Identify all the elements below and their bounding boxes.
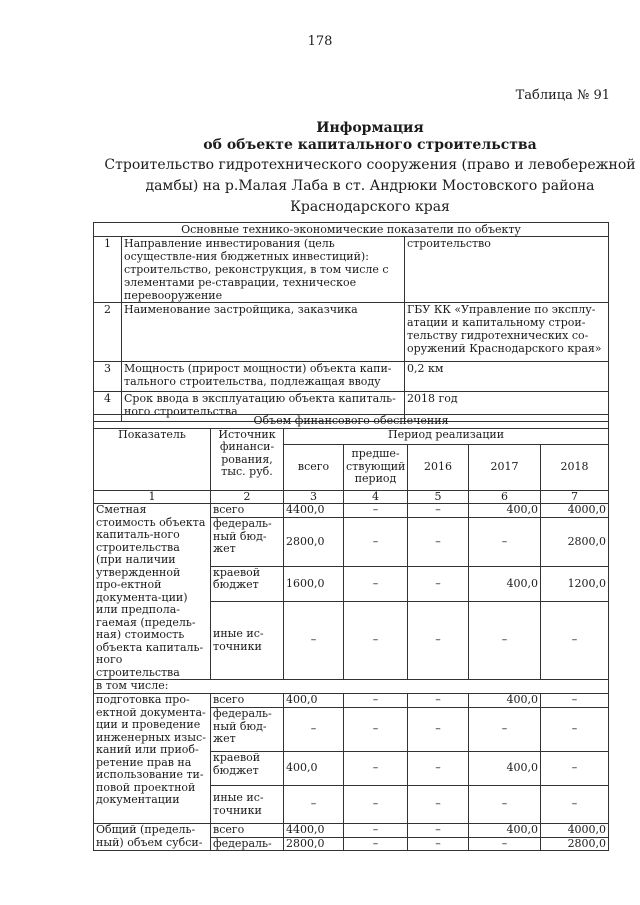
indicator-label: Направление инвестирования (цель осуществле-ния бюджетных инвестиций): строительство, реконструкция, в том числе с элементами ре-ставрации, техническое перевооружение <box>122 237 405 303</box>
prev-cell: – <box>344 566 408 602</box>
y2016-cell: – <box>408 824 469 838</box>
indicator-value: ГБУ КК «Управление по эксплу-атации и капитальному строи-тельству гидротехнических со-оружений Краснодарского края» <box>405 303 609 362</box>
y2018-cell: – <box>541 602 609 680</box>
column-number: 1 <box>94 490 211 504</box>
y2017-cell: 400,0 <box>469 566 541 602</box>
y2016-cell: – <box>408 708 469 752</box>
total-cell: 4400,0 <box>284 824 344 838</box>
total-cell: 1600,0 <box>284 566 344 602</box>
y2018-cell: – <box>541 708 609 752</box>
page-number: 178 <box>307 34 333 49</box>
y2016-cell: – <box>408 566 469 602</box>
y2016-cell: – <box>408 504 469 518</box>
y2017-cell: 400,0 <box>469 752 541 786</box>
y2018-cell: – <box>541 752 609 786</box>
source-cell: иные ис-точники <box>211 786 284 824</box>
column-number: 3 <box>284 490 344 504</box>
col-2018-header: 2018 <box>541 444 609 490</box>
source-cell: иные ис-точники <box>211 602 284 680</box>
source-cell: краевой бюджет <box>211 752 284 786</box>
row-number: 3 <box>94 362 122 392</box>
source-cell: краевой бюджет <box>211 566 284 602</box>
col-total-header: всего <box>284 444 344 490</box>
source-cell: всего <box>211 504 284 518</box>
column-number: 5 <box>408 490 469 504</box>
y2016-cell: – <box>408 837 469 851</box>
indicator-value: 0,2 км <box>405 362 609 392</box>
title-line-2: об объекте капитального строительства <box>203 137 537 153</box>
y2017-cell: 400,0 <box>469 694 541 708</box>
y2017-cell: 400,0 <box>469 504 541 518</box>
indicator-value: строительство <box>405 237 609 303</box>
including-label: в том числе: <box>94 680 609 694</box>
table-row <box>94 824 609 838</box>
y2018-cell: 1200,0 <box>541 566 609 602</box>
total-cell: – <box>284 708 344 752</box>
col-period-header: Период реализации <box>284 428 609 444</box>
block3-label: Общий (предель-ный) объем субси- <box>94 824 211 851</box>
col-2016-header: 2016 <box>408 444 469 490</box>
indicator-value: 2018 год <box>405 392 609 422</box>
prev-cell: – <box>344 708 408 752</box>
y2018-cell: 4000,0 <box>541 824 609 838</box>
y2018-cell: – <box>541 694 609 708</box>
source-cell: всего <box>211 694 284 708</box>
y2017-cell: – <box>469 837 541 851</box>
prev-cell: – <box>344 602 408 680</box>
subtitle-line-3: Краснодарского края <box>290 199 450 215</box>
prev-cell: – <box>344 824 408 838</box>
indicator-label: Мощность (прирост мощности) объекта капи-тального строительства, подлежащая вводу <box>122 362 405 392</box>
prev-cell: – <box>344 786 408 824</box>
col-indicator-header: Показатель <box>94 428 211 490</box>
source-cell: всего <box>211 824 284 838</box>
row-number: 4 <box>94 392 122 422</box>
table-number: Таблица № 91 <box>515 88 610 103</box>
total-cell: – <box>284 786 344 824</box>
y2017-cell: – <box>469 786 541 824</box>
indicator-label: Наименование застройщика, заказчика <box>122 303 405 362</box>
subtitle-line-2: дамбы) на р.Малая Лаба в ст. Андрюки Мостовского района <box>145 178 595 194</box>
y2017-cell: – <box>469 602 541 680</box>
y2016-cell: – <box>408 694 469 708</box>
column-number: 7 <box>541 490 609 504</box>
y2017-cell: 400,0 <box>469 824 541 838</box>
prev-cell: – <box>344 694 408 708</box>
indicators-table <box>93 222 609 422</box>
y2016-cell: – <box>408 602 469 680</box>
column-numbers-row <box>94 490 609 504</box>
prev-cell: – <box>344 752 408 786</box>
prev-cell: – <box>344 518 408 566</box>
y2018-cell: 2800,0 <box>541 518 609 566</box>
block2-label: подготовка про-ектной документа-ции и проведение инженерных изыс-каний или приоб-ретение прав на использование ти-повой проектной документации <box>94 694 211 824</box>
y2018-cell: – <box>541 786 609 824</box>
total-cell: 2800,0 <box>284 837 344 851</box>
column-number: 6 <box>469 490 541 504</box>
total-cell: 400,0 <box>284 694 344 708</box>
column-number: 2 <box>211 490 284 504</box>
row-number: 2 <box>94 303 122 362</box>
total-cell: 400,0 <box>284 752 344 786</box>
col-source-header: Источник финанси-рования, тыс. руб. <box>211 428 284 490</box>
y2016-cell: – <box>408 786 469 824</box>
y2016-cell: – <box>408 752 469 786</box>
y2017-cell: – <box>469 518 541 566</box>
table-row <box>94 303 609 362</box>
prev-cell: – <box>344 504 408 518</box>
finance-header: Объем финансового обеспечения <box>94 415 609 429</box>
table-row <box>94 362 609 392</box>
col-previous-header: предше-ствующий период <box>344 444 408 490</box>
source-cell: федераль-ный бюд-жет <box>211 518 284 566</box>
source-cell: федераль-ный бюд-жет <box>211 708 284 752</box>
including-row <box>94 680 609 694</box>
total-cell: – <box>284 602 344 680</box>
table-row <box>94 694 609 708</box>
total-cell: 2800,0 <box>284 518 344 566</box>
indicator-label: Срок ввода в эксплуатацию объекта капиталь-ного строительства <box>122 392 405 422</box>
row-number: 1 <box>94 237 122 303</box>
subtitle-line-1: Строительство гидротехнического сооружения (право и левобережной <box>104 157 636 173</box>
prev-cell: – <box>344 837 408 851</box>
column-number: 4 <box>344 490 408 504</box>
y2018-cell: 4000,0 <box>541 504 609 518</box>
table-row <box>94 237 609 303</box>
y2016-cell: – <box>408 518 469 566</box>
col-2017-header: 2017 <box>469 444 541 490</box>
table-row <box>94 504 609 518</box>
document-title <box>100 120 640 217</box>
y2017-cell: – <box>469 708 541 752</box>
block1-label: Сметная стоимость объекта капиталь-ного строительства (при наличии утвержденной про-ектной документа-ции) или предпола-гаемая (предель-ная) стоимость объекта капиталь-ного строительства <box>94 504 211 680</box>
title-line-1: Информация <box>316 120 424 136</box>
y2018-cell: 2800,0 <box>541 837 609 851</box>
indicators-header: Основные технико-экономические показатели по объекту <box>94 223 609 237</box>
finance-table <box>93 414 609 851</box>
source-cell: федераль- <box>211 837 284 851</box>
total-cell: 4400,0 <box>284 504 344 518</box>
